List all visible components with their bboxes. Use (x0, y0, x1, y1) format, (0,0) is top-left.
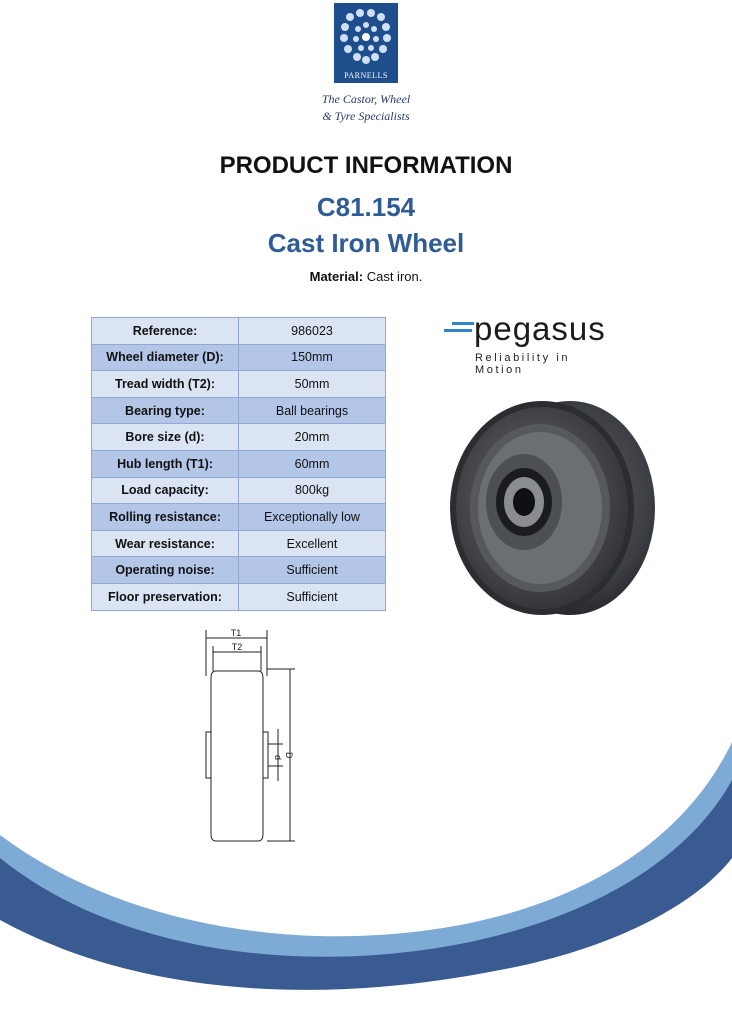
spec-label: Wear resistance: (92, 530, 239, 557)
spec-label: Wheel diameter (D): (92, 344, 239, 371)
spec-value: 150mm (239, 344, 386, 371)
tagline-line1: The Castor, Wheel (321, 92, 411, 106)
table-row (92, 450, 386, 477)
spec-value: 60mm (239, 450, 386, 477)
spec-label: Tread width (T2): (92, 371, 239, 398)
product-name: Cast Iron Wheel (267, 228, 465, 258)
manufacturer-name: pegasus (474, 310, 606, 347)
table-row (92, 371, 386, 398)
material-label: Material: (309, 269, 364, 284)
spec-value: Excellent (239, 530, 386, 557)
table-row (92, 318, 386, 345)
logo-name: PARNELLS (344, 71, 388, 80)
spec-label: Reference: (92, 318, 239, 345)
spec-label: Bore size (d): (92, 424, 239, 451)
spec-label: Hub length (T1): (92, 450, 239, 477)
material-line (0, 269, 732, 284)
spec-label: Bearing type: (92, 397, 239, 424)
spec-value: Sufficient (239, 583, 386, 610)
spec-label: Load capacity: (92, 477, 239, 504)
label-d-small: d (273, 755, 283, 761)
pegasus-logo (444, 310, 624, 376)
spec-value: 50mm (239, 371, 386, 398)
table-row (92, 344, 386, 371)
wheel-photo (446, 398, 658, 618)
spec-value: 800kg (239, 477, 386, 504)
parnells-logo (334, 3, 398, 83)
tagline-line2: & Tyre Specialists (322, 109, 410, 123)
spec-value: 20mm (239, 424, 386, 451)
spec-value: Exceptionally low (239, 504, 386, 531)
table-row (92, 583, 386, 610)
spec-value: Sufficient (239, 557, 386, 584)
table-row (92, 397, 386, 424)
page-title: PRODUCT INFORMATION (219, 152, 513, 179)
spec-label: Rolling resistance: (92, 504, 239, 531)
table-row (92, 504, 386, 531)
spec-label: Floor preservation: (92, 583, 239, 610)
spec-value: Ball bearings (239, 397, 386, 424)
material-value: Cast iron. (366, 269, 423, 284)
spec-value: 986023 (239, 318, 386, 345)
wheel-dots-icon (336, 5, 396, 71)
table-row (92, 424, 386, 451)
manufacturer-slogan: Reliability in Motion (475, 352, 571, 376)
label-d-large: D (284, 752, 294, 759)
label-t1: T1 (230, 628, 242, 638)
label-t2: T2 (231, 642, 243, 652)
spec-table (91, 317, 386, 611)
table-row (92, 557, 386, 584)
table-row (92, 477, 386, 504)
product-code: C81.154 (316, 192, 416, 222)
table-row (92, 530, 386, 557)
spec-label: Operating noise: (92, 557, 239, 584)
footer-swoosh (0, 720, 732, 1024)
pegasus-stripes-icon (444, 320, 474, 340)
